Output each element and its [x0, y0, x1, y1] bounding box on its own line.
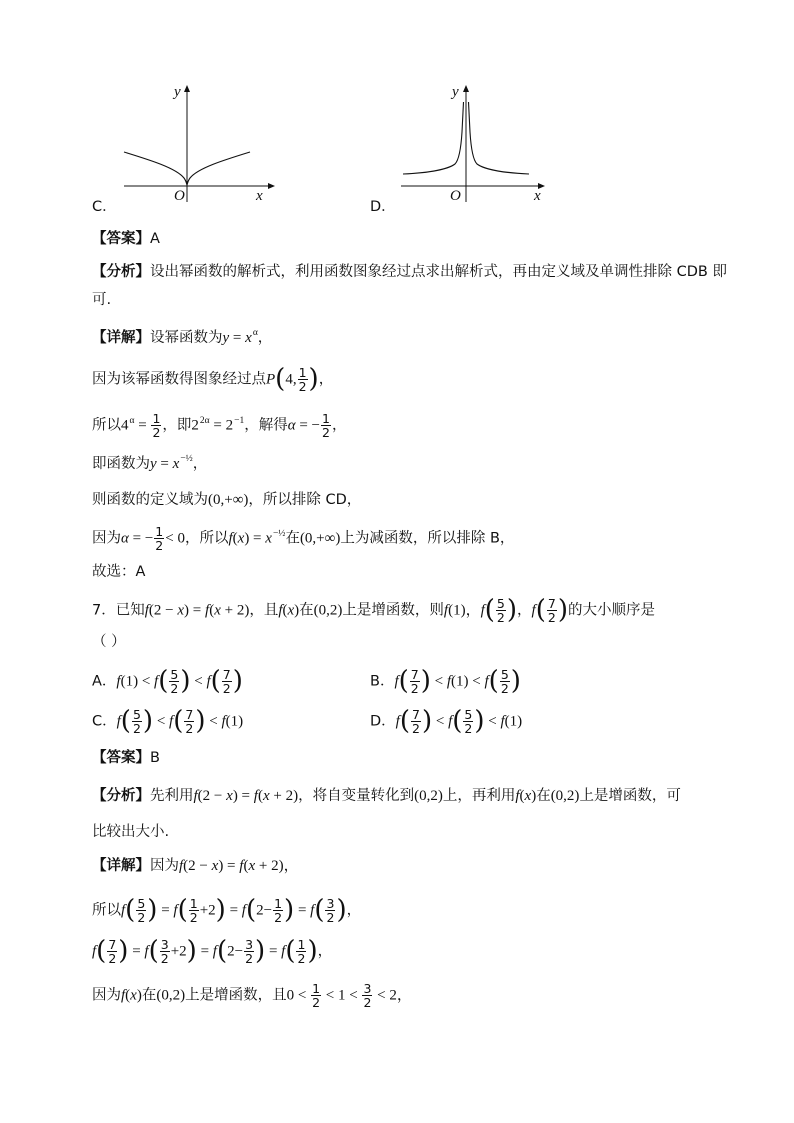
graph-c [90, 82, 280, 210]
q7-analysis-line-2: 比较出大小. [92, 824, 170, 840]
graph-c-option-label: C． [92, 199, 117, 215]
q6-detail-line-2: 因为该幂函数得图象经过点P(4, $\frac{1}{2}$ )， [92, 363, 334, 394]
curve-d-right [469, 102, 530, 174]
graph-c-origin-label: O [174, 188, 185, 204]
q7-detail-line-2: 所以f( $\frac{5}{2}$ ) = f( $\frac{1}{2}$ +2) = f(2− $\frac{1}{2}$ ) = f( $\frac{3}{2}$ )， [92, 894, 362, 925]
q7-option-a: A．f(1) < f( $\frac{5}{2}$ ) < f( $\frac{7}{2}$ ) [92, 665, 243, 696]
graph-d-option-label: D． [370, 199, 396, 215]
q6-detail-line-5: 则函数的定义域为(0,+∞)，所以排除 CD， [92, 492, 362, 508]
q6-detail-line-3: 所以$4^\alpha$ = $\frac{1}{2}$ ，即$2^{2\alpha} = 2^{-1}$，解得α = − $\frac{1}{2}$ ， [92, 411, 347, 440]
q7-option-d: D．f( $\frac{7}{2}$ ) < f( $\frac{5}{2}$ ) < f(1) [370, 705, 523, 736]
q7-detail-line-3: f( $\frac{7}{2}$ ) = f( $\frac{3}{2}$ +2) = f(2− $\frac{3}{2}$ ) = f( $\frac{1}{2}$ )， [92, 935, 333, 966]
curve-c-right [187, 152, 250, 185]
q7-option-c: C．f( $\frac{5}{2}$ ) < f( $\frac{7}{2}$ ) < f(1) [92, 705, 244, 736]
q7-answer-line [92, 748, 160, 768]
q6-analysis-line-1 [92, 262, 727, 282]
q7-stem-line-1: 7．已知f(2 − x) = f(x + 2)，且f(x)在(0,2)上是增函数，则f(1)，f( $\frac{5}{2}$ )，f( $\frac{7}{2}$ )的大小顺序是 [92, 594, 655, 625]
q6-answer-line [92, 229, 160, 249]
q6-detail-line-1: 【详解】设幂函数为$y = x^\alpha$， [92, 328, 273, 346]
graph-d-origin-label: O [450, 188, 461, 204]
graph-c-x-label: x [256, 188, 263, 204]
q6-analysis-line-2: 可. [92, 292, 112, 308]
q6-detail-tag: 【详解】 [92, 330, 150, 346]
q6-detail-line-4: 即函数为$y = x^{-\frac{1}{2}}$， [92, 454, 208, 472]
q6-detail-line-6: 因为α = − $\frac{1}{2}$ < 0，所以$f(x) = x^{-\frac{1}{2}}$在(0,+∞)上为减函数，所以排除 B， [92, 524, 515, 553]
q7-detail-line-1: 【详解】因为f(2 − x) = f(x + 2)， [92, 858, 299, 874]
curve-c-left [124, 152, 187, 185]
q6-answer-value: A [150, 231, 160, 247]
q7-answer-tag: 【答案】 [92, 750, 150, 766]
q7-detail-line-4: 因为f(x)在(0,2)上是增函数，且0 < $\frac{1}{2}$ < 1 < $\frac{3}{2}$ < 2， [92, 981, 412, 1010]
graph-d-y-label: y [452, 84, 459, 100]
graph-d-x-label: x [534, 188, 541, 204]
q7-analysis-line-1: 【分析】先利用f(2 − x) = f(x + 2)，将自变量转化到(0,2)上，再利用f(x)在(0,2)上是增函数，可 [92, 788, 681, 804]
q7-answer-value: B [150, 750, 160, 766]
q7-stem-line-2: （ ） [92, 634, 126, 650]
q6-analysis-tag: 【分析】 [92, 264, 150, 280]
q7-analysis-tag: 【分析】 [92, 788, 150, 804]
q6-conclusion: 故选：A [92, 564, 146, 580]
q6-answer-tag: 【答案】 [92, 231, 150, 247]
graph-d [395, 82, 555, 210]
q7-option-b: B．f( $\frac{7}{2}$ ) < f(1) < f( $\frac{5}{2}$ ) [370, 665, 521, 696]
graph-c-y-label: y [174, 84, 181, 100]
q7-detail-tag: 【详解】 [92, 858, 150, 874]
q6-analysis-text-1: 设出幂函数的解析式，利用函数图象经过点求出解析式，再由定义域及单调性排除 CDB 即 [150, 264, 727, 280]
curve-d-left [403, 102, 464, 174]
